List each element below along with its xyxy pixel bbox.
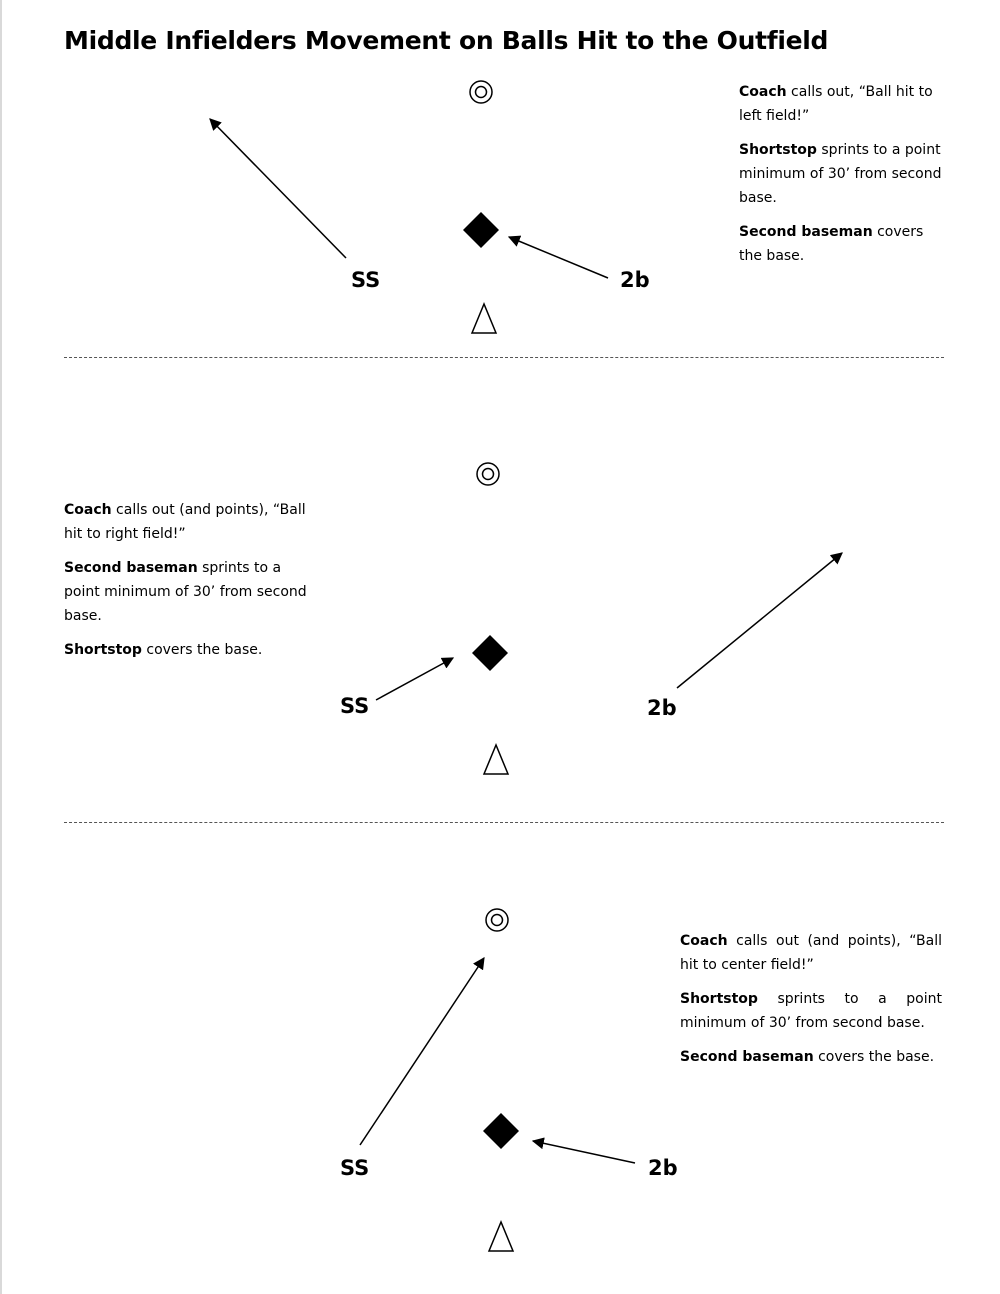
instruction-note <box>739 80 949 278</box>
second-base-icon <box>472 635 508 671</box>
instruction-note <box>64 498 314 672</box>
note-line-shortstop: Shortstop covers the base. <box>64 642 263 658</box>
shortstop-arrow <box>210 119 346 258</box>
diagram-right-field <box>0 400 1000 800</box>
diagram-left-field <box>0 0 1000 350</box>
shortstop-arrow <box>360 958 484 1145</box>
second-baseman-arrow <box>533 1141 635 1163</box>
second-baseman-label: 2b <box>647 696 677 720</box>
shortstop-arrow <box>376 658 453 700</box>
note-line-shortstop: Shortstop sprints to a point minimum of 30’ from second base. <box>680 991 942 1031</box>
note-line-shortstop: Shortstop sprints to a point minimum of 30’ from second base. <box>739 142 942 206</box>
home-cone-icon <box>472 304 496 333</box>
note-line-second-baseman: Second baseman covers the base. <box>680 1049 935 1065</box>
coach-target-icon <box>470 81 492 103</box>
coach-target-icon <box>477 463 499 485</box>
shortstop-label: SS <box>340 694 370 718</box>
diagram-center-field <box>0 860 1000 1280</box>
note-line-second-baseman: Second baseman sprints to a point minimum of 30’ from second base. <box>64 560 307 624</box>
second-baseman-label: 2b <box>620 268 650 292</box>
note-line-coach: Coach calls out, “Ball hit to left field!” <box>739 84 933 124</box>
second-baseman-arrow <box>677 553 842 688</box>
note-line-coach: Coach calls out (and points), “Ball hit to center field!” <box>680 933 942 973</box>
section-divider <box>64 357 944 358</box>
home-cone-icon <box>489 1222 513 1251</box>
instruction-note <box>680 929 942 1079</box>
coach-target-icon <box>486 909 508 931</box>
second-base-icon <box>463 212 499 248</box>
second-base-icon <box>483 1113 519 1149</box>
page-title: Middle Infielders Movement on Balls Hit to the Outfield <box>64 26 829 55</box>
section-divider <box>64 822 944 823</box>
second-baseman-arrow <box>509 237 608 278</box>
home-cone-icon <box>484 745 508 774</box>
second-baseman-label: 2b <box>648 1156 678 1180</box>
note-line-coach: Coach calls out (and points), “Ball hit to right field!” <box>64 502 306 542</box>
note-line-second-baseman: Second baseman covers the base. <box>739 224 924 264</box>
shortstop-label: SS <box>340 1156 370 1180</box>
shortstop-label: SS <box>351 268 381 292</box>
